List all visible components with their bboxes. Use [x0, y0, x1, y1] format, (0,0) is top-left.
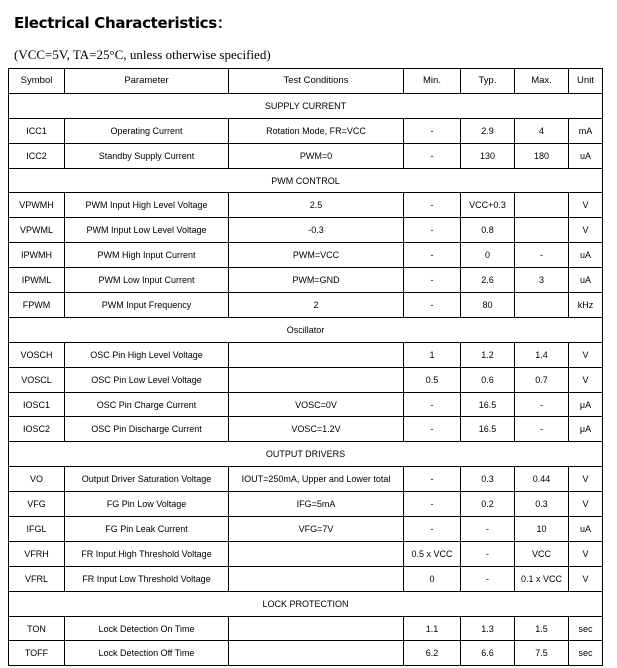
- electrical-characteristics-table: [8, 68, 603, 666]
- table-row: [9, 243, 603, 268]
- cell-max: -: [515, 392, 569, 417]
- cell-typ: 0.6: [461, 367, 515, 392]
- cell-symbol: IPWMH: [9, 243, 65, 268]
- cell-parameter: OSC Pin High Level Voltage: [65, 342, 229, 367]
- cell-unit: V: [569, 367, 603, 392]
- cell-max: -: [515, 417, 569, 442]
- table-row: [9, 293, 603, 318]
- cell-max: 180: [515, 143, 569, 168]
- cell-min: -: [404, 517, 461, 542]
- cell-parameter: Output Driver Saturation Voltage: [65, 467, 229, 492]
- cell-parameter: Lock Detection On Time: [65, 616, 229, 641]
- section-title: LOCK PROTECTION: [9, 591, 603, 616]
- cell-unit: V: [569, 193, 603, 218]
- table-row: [9, 417, 603, 442]
- cell-parameter: OSC Pin Low Level Voltage: [65, 367, 229, 392]
- section-header-row: [9, 442, 603, 467]
- header-typ: Typ.: [461, 69, 515, 94]
- table-row: [9, 268, 603, 293]
- cell-parameter: FG Pin Leak Current: [65, 517, 229, 542]
- cell-symbol: IOSC2: [9, 417, 65, 442]
- cell-unit: sec: [569, 616, 603, 641]
- cell-typ: -: [461, 541, 515, 566]
- cell-max: -: [515, 243, 569, 268]
- cell-unit: V: [569, 492, 603, 517]
- cell-unit: uA: [569, 143, 603, 168]
- cell-typ: 0.2: [461, 492, 515, 517]
- cell-test: -0.3: [229, 218, 404, 243]
- cell-typ: 2.9: [461, 118, 515, 143]
- cell-max: [515, 218, 569, 243]
- cell-min: -: [404, 243, 461, 268]
- cell-test: IFG=5mA: [229, 492, 404, 517]
- cell-unit: μA: [569, 392, 603, 417]
- section-title: PWM CONTROL: [9, 168, 603, 193]
- table-row: [9, 218, 603, 243]
- cell-parameter: FR Input Low Threshold Voltage: [65, 566, 229, 591]
- cell-min: 0.5: [404, 367, 461, 392]
- cell-min: -: [404, 417, 461, 442]
- cell-symbol: ICC1: [9, 118, 65, 143]
- cell-typ: 16.5: [461, 392, 515, 417]
- cell-max: 1.5: [515, 616, 569, 641]
- cell-max: 4: [515, 118, 569, 143]
- cell-max: 0.7: [515, 367, 569, 392]
- cell-unit: V: [569, 566, 603, 591]
- cell-unit: uA: [569, 243, 603, 268]
- table-row: [9, 342, 603, 367]
- cell-symbol: VFG: [9, 492, 65, 517]
- table-row: [9, 517, 603, 542]
- header-symbol: Symbol: [9, 69, 65, 94]
- cell-symbol: VO: [9, 467, 65, 492]
- cell-test: [229, 541, 404, 566]
- cell-min: -: [404, 392, 461, 417]
- cell-parameter: PWM Input High Level Voltage: [65, 193, 229, 218]
- cell-test: 2.5: [229, 193, 404, 218]
- cell-unit: mA: [569, 118, 603, 143]
- header-row: [9, 69, 603, 94]
- cell-test: PWM=VCC: [229, 243, 404, 268]
- section-header-row: [9, 168, 603, 193]
- cell-max: 10: [515, 517, 569, 542]
- cell-min: -: [404, 193, 461, 218]
- cell-max: 7.5: [515, 641, 569, 666]
- cell-parameter: Lock Detection Off Time: [65, 641, 229, 666]
- header-unit: Unit: [569, 69, 603, 94]
- cell-min: 1: [404, 342, 461, 367]
- cell-max: 1.4: [515, 342, 569, 367]
- cell-symbol: IOSC1: [9, 392, 65, 417]
- cell-max: [515, 293, 569, 318]
- section-title: Oscillator: [9, 317, 603, 342]
- cell-typ: 1.2: [461, 342, 515, 367]
- section-header-row: [9, 591, 603, 616]
- cell-test: [229, 342, 404, 367]
- cell-min: -: [404, 492, 461, 517]
- cell-typ: 6.6: [461, 641, 515, 666]
- table-row: [9, 541, 603, 566]
- cell-parameter: PWM Low Input Current: [65, 268, 229, 293]
- cell-typ: 2.6: [461, 268, 515, 293]
- cell-symbol: VFRH: [9, 541, 65, 566]
- cell-unit: V: [569, 342, 603, 367]
- table-row: [9, 367, 603, 392]
- conditions-note: (VCC=5V, TA=25°C, unless otherwise specified): [14, 47, 271, 62]
- cell-min: 1.1: [404, 616, 461, 641]
- cell-parameter: Operating Current: [65, 118, 229, 143]
- cell-min: -: [404, 467, 461, 492]
- table-row: [9, 616, 603, 641]
- cell-parameter: PWM High Input Current: [65, 243, 229, 268]
- table-row: [9, 392, 603, 417]
- cell-max: 3: [515, 268, 569, 293]
- header-parameter: Parameter: [65, 69, 229, 94]
- cell-parameter: OSC Pin Discharge Current: [65, 417, 229, 442]
- cell-parameter: FR Input High Threshold Voltage: [65, 541, 229, 566]
- cell-symbol: VFRL: [9, 566, 65, 591]
- cell-parameter: PWM Input Low Level Voltage: [65, 218, 229, 243]
- table-body: [9, 93, 603, 665]
- cell-test: VOSC=1.2V: [229, 417, 404, 442]
- cell-typ: 0.3: [461, 467, 515, 492]
- cell-typ: -: [461, 517, 515, 542]
- section-title: OUTPUT DRIVERS: [9, 442, 603, 467]
- cell-parameter: OSC Pin Charge Current: [65, 392, 229, 417]
- cell-test: PWM=0: [229, 143, 404, 168]
- cell-max: VCC: [515, 541, 569, 566]
- table-row: [9, 118, 603, 143]
- cell-min: 0: [404, 566, 461, 591]
- cell-test: [229, 641, 404, 666]
- page-title: Electrical Characteristics：: [14, 14, 232, 32]
- cell-unit: V: [569, 467, 603, 492]
- cell-typ: 130: [461, 143, 515, 168]
- cell-typ: 1.3: [461, 616, 515, 641]
- cell-symbol: FPWM: [9, 293, 65, 318]
- table-row: [9, 467, 603, 492]
- cell-max: 0.1 x VCC: [515, 566, 569, 591]
- header-max: Max.: [515, 69, 569, 94]
- cell-max: [515, 193, 569, 218]
- cell-max: 0.3: [515, 492, 569, 517]
- table-row: [9, 492, 603, 517]
- cell-test: IOUT=250mA, Upper and Lower total: [229, 467, 404, 492]
- cell-min: 0.5 x VCC: [404, 541, 461, 566]
- cell-test: PWM=GND: [229, 268, 404, 293]
- table-row: [9, 641, 603, 666]
- cell-min: -: [404, 218, 461, 243]
- cell-symbol: IFGL: [9, 517, 65, 542]
- cell-test: 2: [229, 293, 404, 318]
- cell-parameter: Standby Supply Current: [65, 143, 229, 168]
- cell-symbol: VPWML: [9, 218, 65, 243]
- table-row: [9, 143, 603, 168]
- cell-symbol: VOSCL: [9, 367, 65, 392]
- cell-min: 6.2: [404, 641, 461, 666]
- cell-typ: 80: [461, 293, 515, 318]
- cell-test: [229, 616, 404, 641]
- cell-min: -: [404, 293, 461, 318]
- cell-symbol: VPWMH: [9, 193, 65, 218]
- table-row: [9, 566, 603, 591]
- header-min: Min.: [404, 69, 461, 94]
- cell-unit: kHz: [569, 293, 603, 318]
- table-row: [9, 193, 603, 218]
- cell-typ: 16.5: [461, 417, 515, 442]
- cell-typ: VCC+0.3: [461, 193, 515, 218]
- cell-unit: V: [569, 541, 603, 566]
- cell-unit: uA: [569, 517, 603, 542]
- section-title: SUPPLY CURRENT: [9, 93, 603, 118]
- section-header-row: [9, 93, 603, 118]
- cell-typ: -: [461, 566, 515, 591]
- cell-parameter: PWM Input Frequency: [65, 293, 229, 318]
- section-header-row: [9, 317, 603, 342]
- cell-test: [229, 566, 404, 591]
- cell-unit: uA: [569, 268, 603, 293]
- cell-symbol: VOSCH: [9, 342, 65, 367]
- cell-unit: V: [569, 218, 603, 243]
- cell-min: -: [404, 143, 461, 168]
- cell-test: VFG=7V: [229, 517, 404, 542]
- cell-symbol: ICC2: [9, 143, 65, 168]
- cell-typ: 0: [461, 243, 515, 268]
- cell-typ: 0.8: [461, 218, 515, 243]
- header-test-conditions: Test Conditions: [229, 69, 404, 94]
- cell-test: [229, 367, 404, 392]
- cell-unit: sec: [569, 641, 603, 666]
- cell-symbol: IPWML: [9, 268, 65, 293]
- cell-max: 0.44: [515, 467, 569, 492]
- cell-symbol: TON: [9, 616, 65, 641]
- cell-min: -: [404, 118, 461, 143]
- cell-parameter: FG Pin Low Voltage: [65, 492, 229, 517]
- cell-unit: μA: [569, 417, 603, 442]
- cell-min: -: [404, 268, 461, 293]
- cell-symbol: TOFF: [9, 641, 65, 666]
- cell-test: VOSC=0V: [229, 392, 404, 417]
- cell-test: Rotation Mode, FR=VCC: [229, 118, 404, 143]
